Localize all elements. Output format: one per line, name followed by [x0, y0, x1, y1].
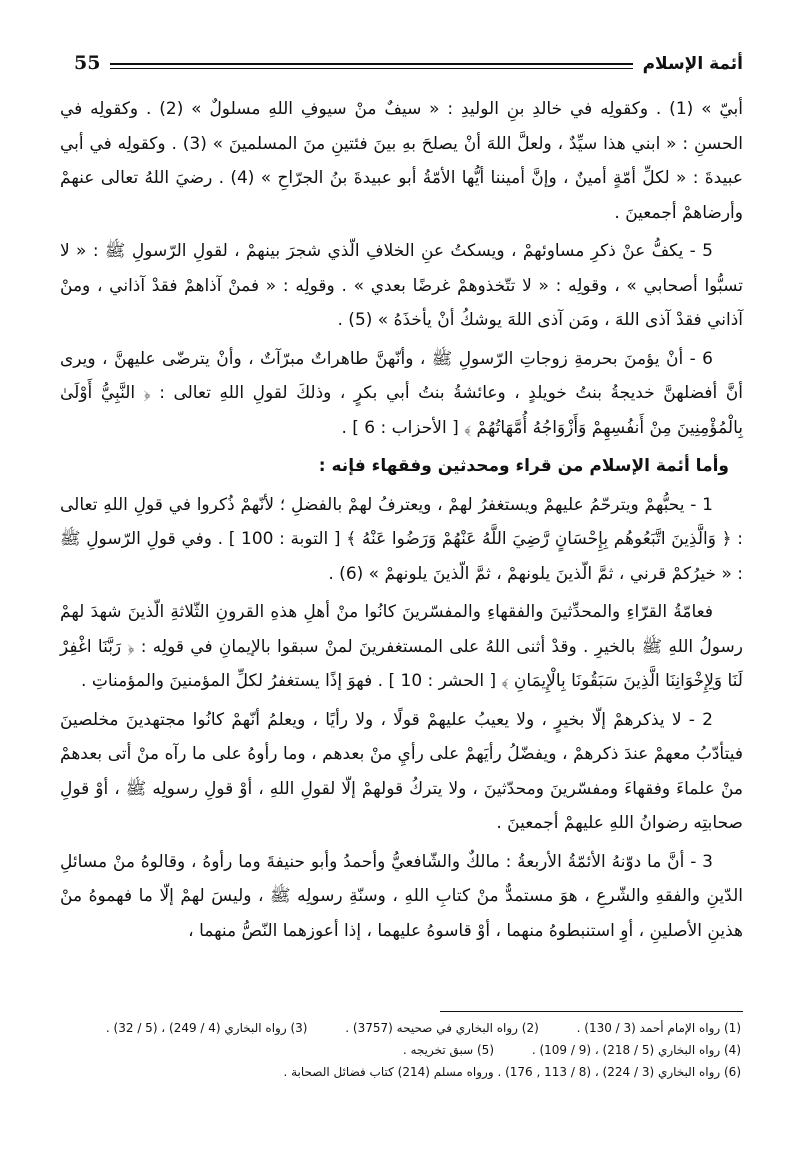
footnote-row — [60, 1017, 741, 1039]
page-header — [74, 52, 743, 82]
footnote: (1) رواه الإمام أحمد (3 / 130) . — [576, 1021, 741, 1035]
running-title: أئمة الإسلام — [642, 54, 743, 74]
footnote-separator — [440, 1011, 743, 1012]
paragraph: أبيّ » (1) . وكقولِه في خالدِ بنِ الوليدِ : « سيفٌ منْ سيوفِ اللهِ مسلولٌ » (2) . وكقولِه في الحسنِ : « ابني هذا سيِّدٌ ، ولعلَّ اللهَ أنْ يصلحَ بهِ بينَ فئتينِ منَ المسلمينَ » (3) . وكقولِه في أبي عبيدةَ : « لكلِّ أمّةٍ أمينٌ ، وإنَّ أميننا أيُّها الأمّةُ أبو عبيدةَ بنُ الجرّاحِ » (4) . رضيَ اللهُ تعالى عنهمْ وأرضاهمْ أجمعينَ . — [60, 99, 744, 223]
page-number: 55 — [74, 52, 101, 74]
footnote-row — [60, 1039, 741, 1061]
main-text — [60, 92, 743, 952]
footnote: (4) رواه البخاري (5 / 218) ، (9 / 109) . — [531, 1043, 741, 1057]
paragraph: 3 - أنَّ ما دوّنهُ الأئمّةُ الأربعةُ : مالكٌ والشّافعيُّ وأحمدُ وأبو حنيفةَ وما رأوهُ ، وقالوهُ منْ مسائلِ الدّينِ والفقهِ والشّرعِ ، هوَ مستمدٌّ منْ كتابِ اللهِ ، وسنّةِ رسولِه ﷺ ، وليسَ لهمْ إلّا ما فهموهُ منْ هذينِ الأصلينِ ، أوِ استنبطوهُ منهما ، أوْ قاسوهُ عليهما ، إذا أعوزهما النّصُّ منهما ، — [60, 851, 743, 941]
header-rule-thin — [110, 68, 633, 69]
footnote: (2) رواه البخاري في صحيحه (3757) . — [345, 1021, 539, 1035]
paragraph: فعامّةُ القرّاءِ والمحدِّثينَ والفقهاءِ والمفسّرينَ كانُوا منْ أهلِ هذهِ القرونِ الثّلاثةِ الّذينَ شهدَ لهمْ رسولُ اللهِ ﷺ بالخيرِ . وقدْ أثنى اللهُ على المستغفرينَ لمنْ سبقوا بالإيمانِ في قولِه : ﴿ رَبَّنَا اغْفِرْ لَنَا وَلِإِخْوَانِنَا الَّذِينَ سَبَقُونَا بِالْإِيمَانِ ﴾ [ الحشر : 10 ] . فهوَ إذًا يستغفرُ لكلِّ المؤمنينَ والمؤمناتِ . — [60, 602, 743, 691]
header-rule — [110, 63, 633, 65]
footnote: (3) رواه البخاري (4 / 249) ، (5 / 32) . — [105, 1021, 308, 1035]
footnote: (6) رواه البخاري (3 / 224) ، (8 / 113 , 176) . ورواه مسلم (214) كتاب فضائل الصحابة . — [283, 1065, 741, 1079]
footnote-row — [60, 1061, 741, 1083]
paragraph: 1 - يحبُّهمْ ويترحّمُ عليهمْ ويستغفرُ لهمْ ، ويعترفُ لهمْ بالفضلِ ؛ لأنّهمْ ذُكروا في قولِ اللهِ تعالى : ﴿ وَالَّذِينَ اتَّبَعُوهُم بِإِحْسَانٍ رَّضِيَ اللَّهُ عَنْهُمْ وَرَضُوا عَنْهُ ﴾ [ التوبة : 100 ] . وفي قولِ الرّسولِ ﷺ : « خيرُكمْ قرني ، ثمَّ الّذينَ يلونهمْ ، ثمَّ الّذينَ يلونهمْ » (6) . — [60, 494, 743, 584]
section-heading: وأما أئمة الإسلام من قراء ومحدثين وفقهاء فإنه : — [318, 456, 729, 476]
paragraph: 5 - يكفُّ عنْ ذكرِ مساوئهمْ ، ويسكتُ عنِ الخلافِ الّذي شجرَ بينهمْ ، لقولِ الرّسولِ ﷺ : « لا تسبُّوا أصحابي » ، وقولِه : « لا تتّخذوهمْ غرضًا بعدي » . وقولِه : « فمنْ آذاهمْ فقدْ آذاني ، ومنْ آذاني فقدْ آذى اللهَ ، ومَن آذى اللهَ يوشكُ أنْ يأخذَهُ » (5) . — [60, 241, 743, 330]
paragraph: 2 - لا يذكرهمْ إلّا بخيرٍ ، ولا يعيبُ عليهمْ قولًا ، ولا رأيًا ، ويعلمُ أنّهمْ كانُوا مجتهدينَ مخلصينَ فيتأدّبُ معهمْ عندَ ذكرهمْ ، ويفضّلُ رأيَهمْ على رأيِ منْ بعدهم ، وما رأوهُ على ما رآه منْ أتى بعدهمْ منْ علماءَ وفقهاءَ ومفسّرينَ ومحدّثينَ ، ولا يتركُ قولهمْ إلّا لقولِ اللهِ ، أوْ قولِ رسولِه ﷺ ، أوْ قولِ صحابتِه رضوانُ اللهِ عليهمْ أجمعينَ . — [60, 709, 743, 833]
footnote: (5) سبق تخريجه . — [402, 1043, 494, 1057]
paragraph: 6 - أنْ يؤمنَ بحرمةِ زوجاتِ الرّسولِ ﷺ ، وأنّهنَّ طاهراتٌ مبرّآتٌ ، وأنْ يترضّى عليهنَّ ، ويرى أنَّ أفضلهنَّ خديجةُ بنتُ خويلدٍ ، وعائشةُ بنتُ أبي بكرٍ ، وذلكَ لقولِ اللهِ تعالى : ﴿ النَّبِيُّ أَوْلَىٰ بِالْمُؤْمِنِينَ مِنْ أَنفُسِهِمْ وَأَزْوَاجُهُ أُمَّهَاتُهُمْ ﴾ [ الأحزاب : 6 ] . — [60, 348, 743, 438]
footnotes — [60, 1017, 741, 1083]
